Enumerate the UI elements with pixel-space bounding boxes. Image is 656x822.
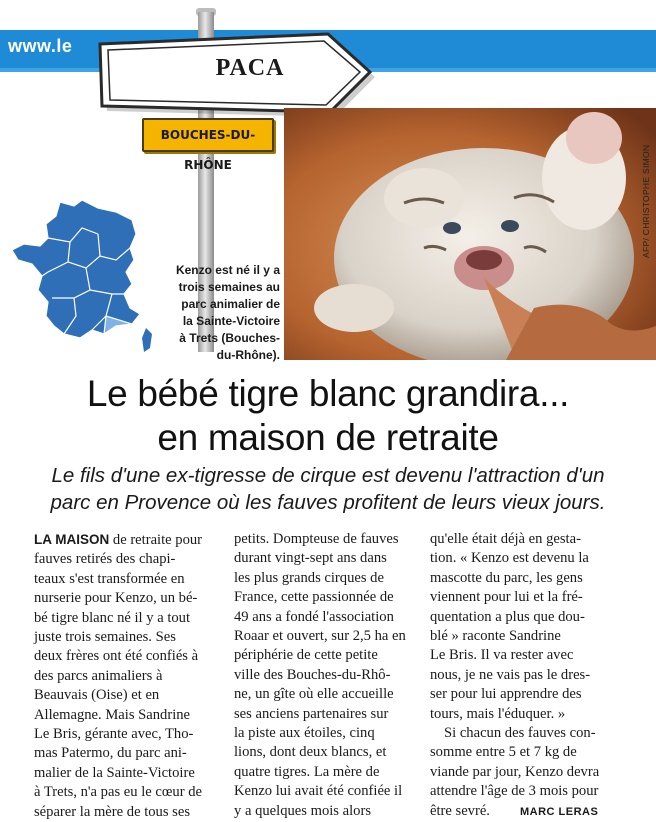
article-column-3 (430, 530, 620, 822)
body-line: la piste aux étoiles, cinq (234, 725, 375, 742)
body-line: ne, un gîte où elle accueille (234, 686, 394, 703)
photo-caption (168, 262, 280, 364)
tiger-cub-image (284, 108, 656, 360)
body-line: lions, dont deux blancs, et (234, 744, 387, 761)
body-line: nous, je ne vais pas le dres- (430, 666, 591, 683)
tiger-cub-photo (284, 108, 656, 360)
department-sign-label: BOUCHES-DU-RHÔNE (160, 128, 256, 172)
body-line: LA MAISON de retraite pour (34, 532, 203, 548)
body-line: mascotte du parc, les gens (430, 569, 583, 586)
body-line: les plus grands cirques de (234, 569, 384, 586)
body-line: somme entre 5 et 7 kg de (430, 744, 577, 761)
body-line: teaux s'est transformée en (34, 570, 185, 587)
body-line: nurserie pour Kenzo, un bé- (34, 590, 198, 607)
body-line: qu'elle était déjà en gesta- (430, 531, 581, 547)
article-headline (0, 372, 656, 460)
body-line: Beauvais (Oise) et en (34, 687, 160, 704)
body-line: ses anciens partenaires sur (234, 705, 389, 722)
body-line: périphérie de cette petite (234, 647, 378, 664)
body-line: Le Bris. Il va rester avec (430, 647, 574, 664)
france-map-icon (8, 198, 158, 358)
website-url[interactable]: www.le (8, 36, 73, 56)
article-column-2 (234, 530, 416, 821)
body-line: durant vingt-sept ans dans (234, 550, 387, 567)
caption-line: trois semaines au (178, 280, 280, 294)
body-line: séparer la mère de tous ses (34, 803, 191, 820)
author-signature: MARC LERAS (519, 805, 599, 818)
body-line: quatre tigres. La mère de (234, 763, 380, 780)
body-line: juste trois semaines. Ses (34, 629, 176, 646)
photo-credit: AFP/ CHRISTOPHE SIMON (641, 144, 651, 258)
caption-line: Kenzo est né il y a (175, 263, 280, 277)
caption-line: à Trets (Bouches- (179, 331, 280, 345)
body-line: viennent pour lui et la fré- (430, 589, 583, 606)
body-line: bé tigre blanc né il y a tout (34, 609, 191, 626)
body-line: ser pour lui apprendre des (430, 686, 582, 703)
body-line: viande par jour, Kenzo devra (430, 763, 600, 780)
body-line: mas Patermo, du parc ani- (34, 745, 187, 762)
caption-line: la Sainte-Victoire (182, 314, 280, 328)
headline-line: en maison de retraite (157, 417, 499, 458)
subhead-line: parc en Provence où les fauves profitent de leurs vieux jours. (50, 491, 606, 514)
body-line: Si chacun des fauves con- (444, 725, 596, 742)
body-line: Allemagne. Mais Sandrine (34, 706, 191, 723)
body-line: à Trets, n'a pas eu le cœur de (34, 784, 202, 801)
article-column-1 (34, 530, 220, 822)
body-line: tours, mais l'éduquer. » (430, 705, 566, 722)
department-sign (142, 118, 274, 172)
headline-line: Le bébé tigre blanc grandira... (86, 373, 570, 414)
subhead-line: Le fils d'une ex-tigresse de cirque est devenu l'attraction d'un (51, 464, 605, 487)
body-line: malier de la Sainte-Victoire (34, 764, 195, 781)
body-line: ville des Bouches-du-Rhô- (234, 666, 391, 683)
lead-word: LA MAISON (34, 532, 110, 547)
body-line: France, cette passionnée de (234, 589, 394, 606)
caption-line: du-Rhône). (216, 348, 280, 362)
body-line: des parcs animaliers à (34, 667, 163, 684)
body-line: Kenzo lui avait été confiée il (234, 783, 403, 800)
body-line: Le Bris, gérante avec, Tho- (34, 726, 194, 743)
body-line: y a quelques mois alors (234, 802, 371, 819)
body-line: 49 ans a fondé l'association (234, 608, 394, 625)
body-line: attendre l'âge de 3 mois pour (430, 783, 599, 800)
caption-line: parc animalier de (181, 297, 280, 311)
article-subheadline (0, 462, 656, 516)
body-line: fauves retirés des chapi- (34, 551, 176, 568)
body-line: deux frères ont été confiés à (34, 648, 199, 665)
body-line: être sevré. MARC LERAS (430, 802, 599, 819)
body-line: tion. « Kenzo est devenu la (430, 550, 589, 567)
region-sign-label: PACA (215, 55, 285, 81)
body-line: blé » raconte Sandrine (430, 628, 561, 645)
body-line: petits. Dompteuse de fauves (234, 531, 399, 547)
body-line: Roaar et ouvert, sur 2,5 ha en (234, 628, 406, 645)
body-line: quentation a plus que dou- (430, 608, 585, 625)
